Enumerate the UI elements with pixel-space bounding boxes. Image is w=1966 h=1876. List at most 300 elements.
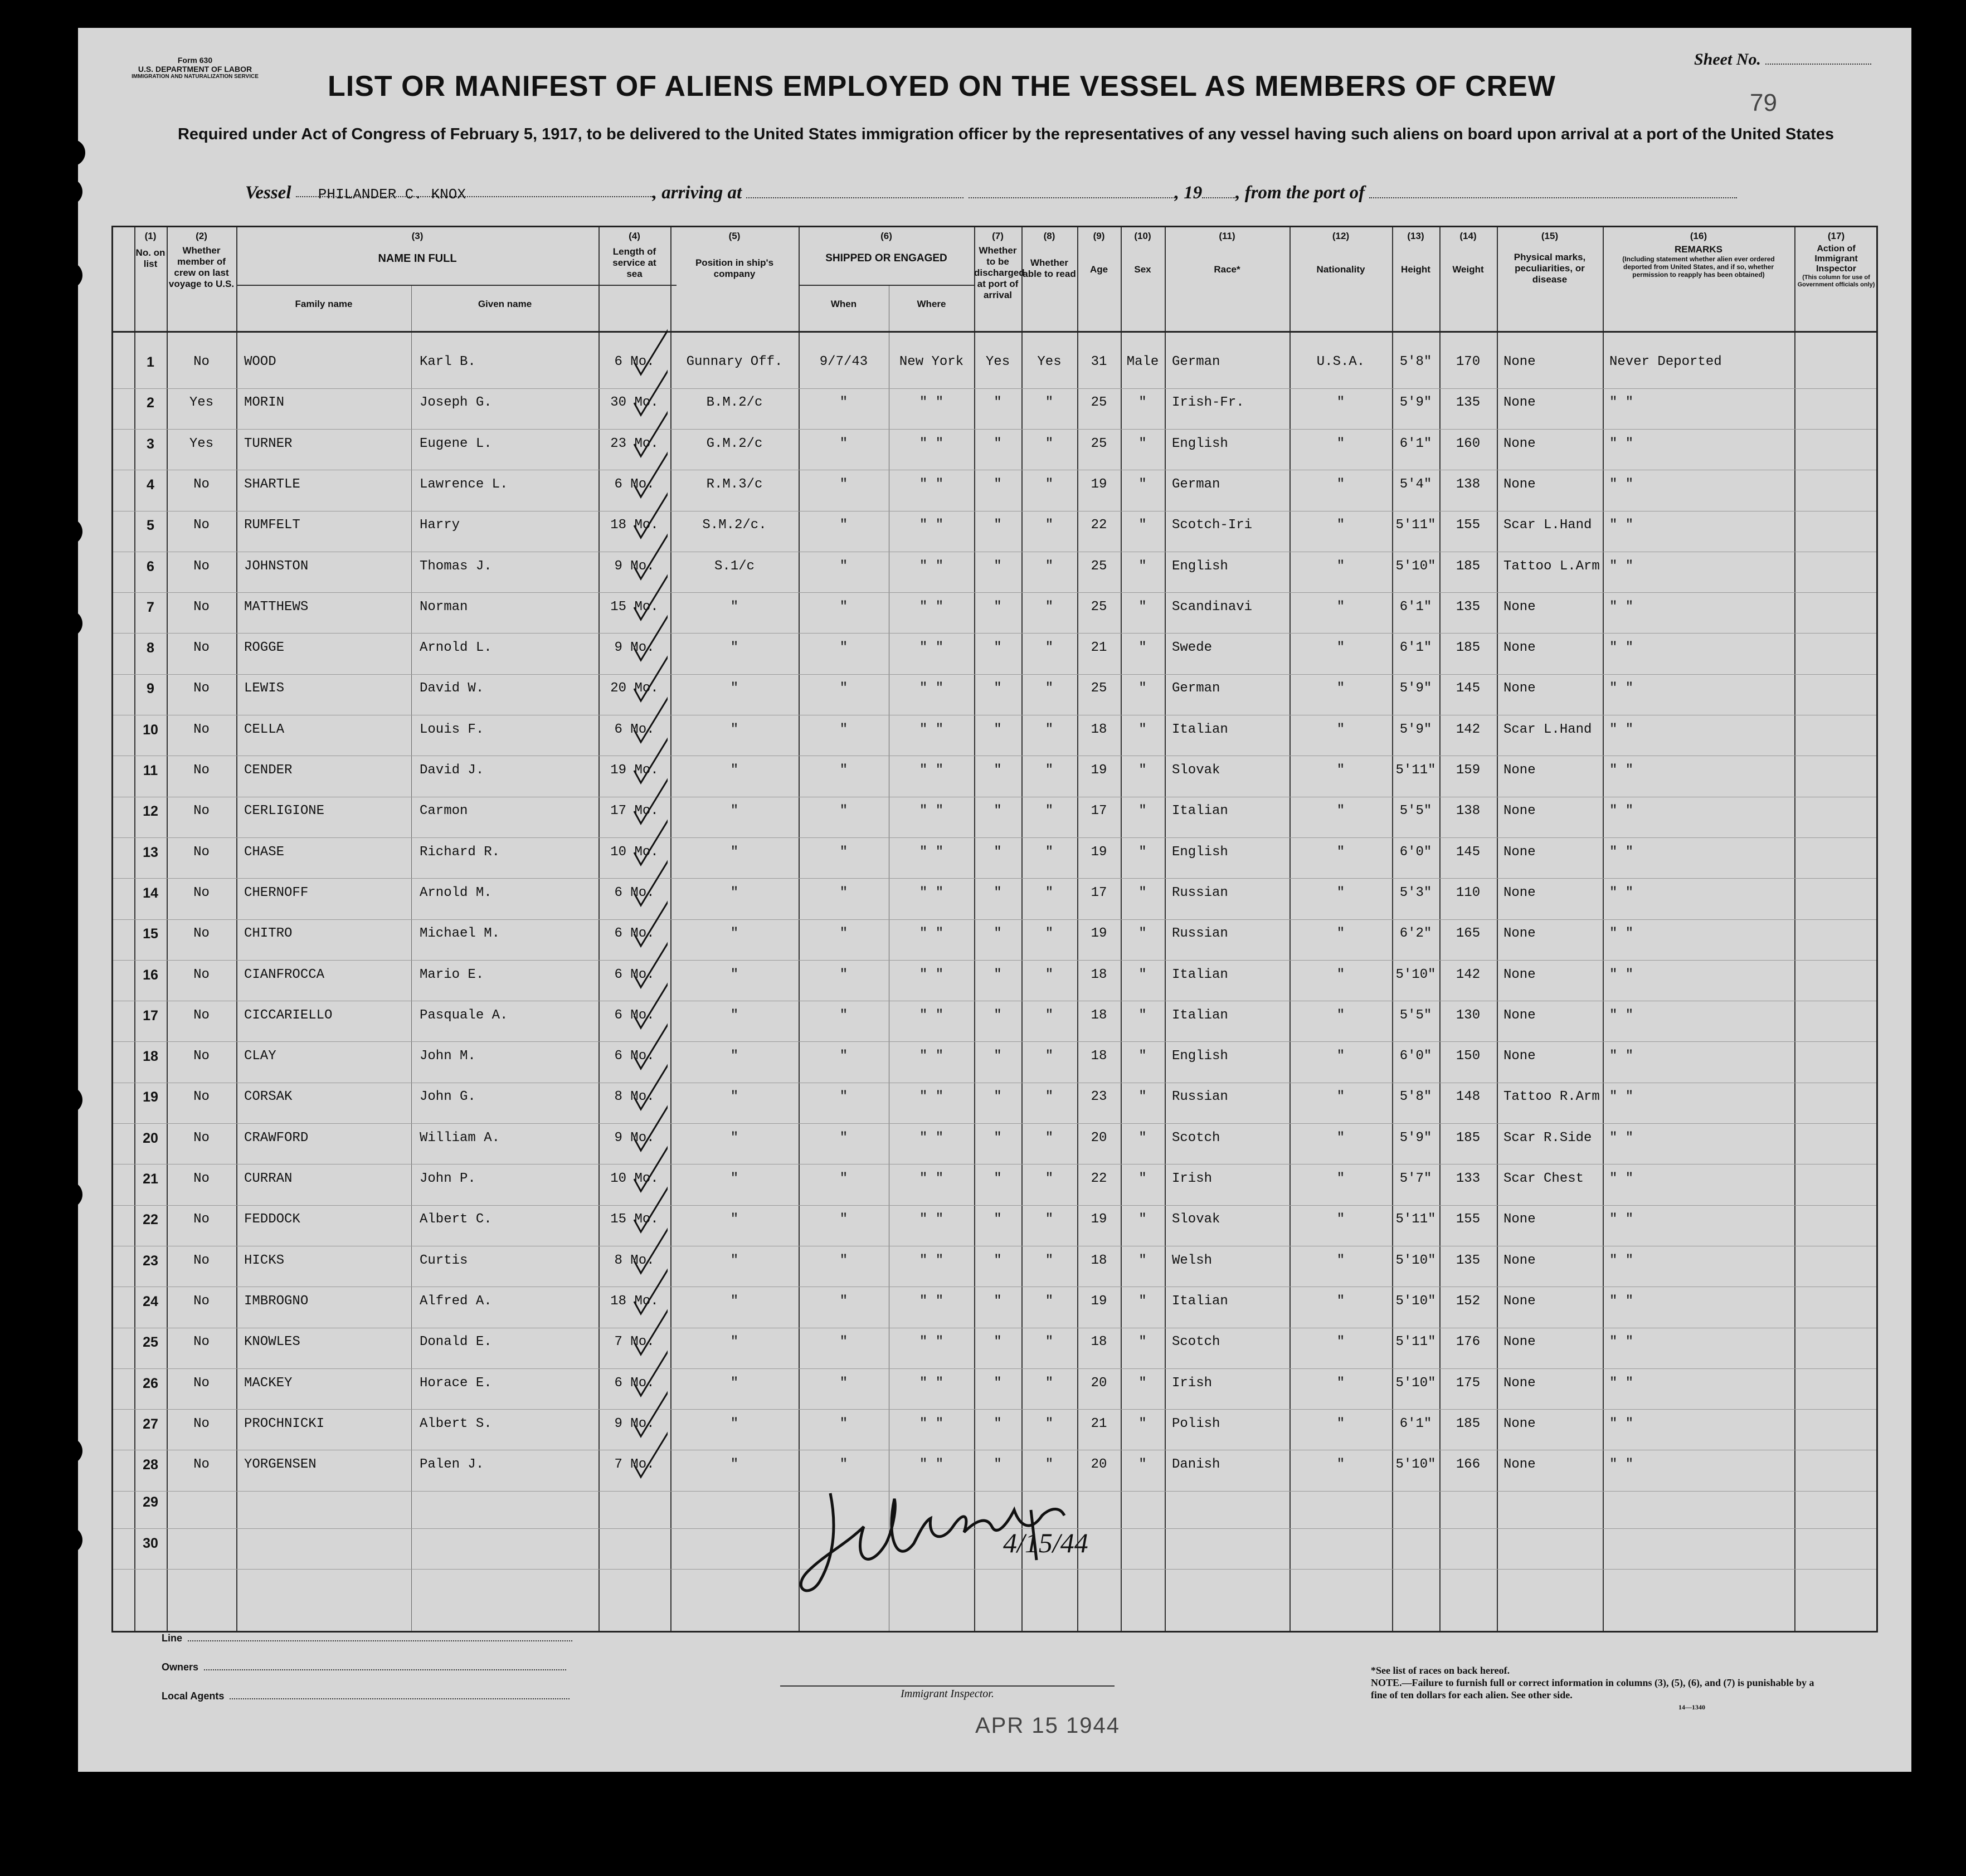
cell-remarks: " " bbox=[1609, 1293, 1634, 1309]
cell-no: 27 bbox=[143, 1416, 158, 1432]
cell-race: Italian bbox=[1172, 967, 1228, 982]
cell-position: " bbox=[730, 1293, 739, 1309]
cell-weight: 185 bbox=[1456, 1416, 1481, 1431]
cell-read: " bbox=[1045, 640, 1054, 656]
cell-prior: No bbox=[193, 967, 210, 982]
cell-marks: None bbox=[1503, 395, 1536, 411]
row-rule bbox=[113, 960, 1876, 961]
cell-nationality: " bbox=[1336, 681, 1345, 696]
cell-no: 26 bbox=[143, 1375, 158, 1391]
cell-discharge: " bbox=[994, 436, 1002, 451]
cell-where: " " bbox=[919, 1007, 944, 1023]
cell-discharge: " bbox=[994, 803, 1002, 819]
cell-sex: " bbox=[1138, 1089, 1147, 1105]
cell-no: 12 bbox=[143, 803, 158, 820]
cell-position: " bbox=[730, 1130, 739, 1146]
cell-race: Slovak bbox=[1172, 1212, 1220, 1227]
cell-discharge: " bbox=[994, 599, 1002, 615]
cell-remarks: " " bbox=[1609, 1253, 1634, 1268]
cell-sex: " bbox=[1138, 844, 1147, 860]
cell-age: 18 bbox=[1091, 1049, 1107, 1064]
cell-race: English bbox=[1172, 558, 1228, 574]
cell-weight: 155 bbox=[1456, 518, 1481, 533]
cell-remarks: " " bbox=[1609, 885, 1634, 900]
cell-age: 25 bbox=[1091, 681, 1107, 696]
cell-height: 5'8" bbox=[1399, 1089, 1432, 1105]
where-header: Where bbox=[917, 299, 946, 309]
owners-field: Owners bbox=[162, 1661, 566, 1673]
cell-no: 15 bbox=[143, 926, 158, 942]
cell-race: Polish bbox=[1172, 1416, 1220, 1431]
cell-sex: " bbox=[1138, 1212, 1147, 1227]
cell-height: 5'10" bbox=[1395, 558, 1436, 574]
cell-given: Carmon bbox=[420, 803, 468, 819]
cell-where: " " bbox=[919, 1375, 944, 1391]
cell-given: Albert C. bbox=[420, 1212, 492, 1227]
cell-nationality: " bbox=[1336, 1007, 1345, 1023]
cell-race: Slovak bbox=[1172, 763, 1220, 778]
cell-marks: None bbox=[1503, 354, 1536, 369]
cell-family: CURRAN bbox=[244, 1171, 293, 1186]
cell-discharge: " bbox=[994, 640, 1002, 656]
cell-position: " bbox=[730, 1049, 739, 1064]
cell-discharge: " bbox=[994, 1293, 1002, 1309]
cell-no: 1 bbox=[147, 354, 154, 370]
cell-when: " bbox=[839, 640, 848, 656]
cell-discharge: " bbox=[994, 1457, 1002, 1473]
cell-remarks: " " bbox=[1609, 1007, 1634, 1023]
cell-where: " " bbox=[919, 1171, 944, 1186]
cell-where: " " bbox=[919, 803, 944, 819]
cell-service: 9 Mo. bbox=[614, 1130, 655, 1146]
cell-sex: " bbox=[1138, 1049, 1147, 1064]
cell-read: " bbox=[1045, 1130, 1054, 1146]
cell-discharge: " bbox=[994, 1049, 1002, 1064]
punch-hole bbox=[56, 1438, 82, 1464]
punch-hole bbox=[56, 518, 82, 545]
cell-marks bbox=[1503, 1535, 1603, 1552]
cell-read: " bbox=[1045, 1457, 1054, 1473]
inspector-signature bbox=[797, 1477, 1187, 1621]
cell-where: " " bbox=[919, 926, 944, 942]
cell-height: 5'5" bbox=[1399, 1007, 1432, 1023]
cell-family: FEDDOCK bbox=[244, 1212, 300, 1227]
cell-race: Swede bbox=[1172, 640, 1213, 656]
cell-when: " bbox=[839, 722, 848, 737]
cell-where: " " bbox=[919, 763, 944, 778]
cell-prior: No bbox=[193, 844, 210, 860]
cell-sex: " bbox=[1138, 926, 1147, 942]
cell-position: " bbox=[730, 1212, 739, 1227]
cell-family: CERLIGIONE bbox=[244, 803, 325, 819]
cell-service: 10 Mo. bbox=[610, 844, 659, 860]
cell-height: 5'11" bbox=[1395, 1334, 1436, 1350]
cell-read: " bbox=[1045, 518, 1054, 533]
cell-family: YORGENSEN bbox=[244, 1457, 317, 1473]
cell-age: 22 bbox=[1091, 518, 1107, 533]
cell-given: William A. bbox=[420, 1130, 500, 1146]
cell-remarks: " " bbox=[1609, 599, 1634, 615]
vessel-label: Vessel bbox=[245, 183, 291, 203]
col-9-header: (9) Age bbox=[1089, 231, 1108, 275]
cell-discharge: " bbox=[994, 722, 1002, 737]
punch-hole bbox=[56, 262, 82, 289]
cell-service: 30 Mo. bbox=[610, 395, 659, 411]
cell-age: 20 bbox=[1091, 1130, 1107, 1146]
shipped-subheader-rule bbox=[799, 285, 974, 286]
cell-remarks bbox=[1609, 1494, 1793, 1510]
col-10-header: (10) Sex bbox=[1134, 231, 1151, 275]
cell-when: " bbox=[839, 1007, 848, 1023]
cell-weight: 110 bbox=[1456, 885, 1481, 900]
cell-when: " bbox=[839, 967, 848, 982]
cell-position: " bbox=[730, 926, 739, 942]
cell-race bbox=[1172, 1494, 1289, 1510]
cell-remarks: " " bbox=[1609, 967, 1634, 982]
cell-prior: No bbox=[193, 1212, 210, 1227]
col-14-header: (14) Weight bbox=[1452, 231, 1484, 275]
cell-race: Russian bbox=[1172, 885, 1228, 900]
cell-nationality: " bbox=[1336, 1253, 1345, 1268]
cell-height: 6'1" bbox=[1399, 1416, 1432, 1431]
col-16-header: (16) REMARKS (Including statement whether alien ever ordered deported from United States, and if so, whether permission to reapply has been obtained) bbox=[1622, 231, 1775, 279]
cell-sex: " bbox=[1138, 436, 1147, 451]
cell-service: 6 Mo. bbox=[614, 926, 655, 942]
cell-service: 9 Mo. bbox=[614, 558, 655, 574]
cell-height: 5'10" bbox=[1395, 1253, 1436, 1268]
cell-position: " bbox=[730, 1253, 739, 1268]
cell-sex: " bbox=[1138, 518, 1147, 533]
cell-remarks: " " bbox=[1609, 1375, 1634, 1391]
cell-discharge: " bbox=[994, 1253, 1002, 1268]
cell-when: " bbox=[839, 1375, 848, 1391]
cell-height: 5'9" bbox=[1399, 681, 1432, 696]
cell-where: " " bbox=[919, 1130, 944, 1146]
row-rule bbox=[113, 674, 1876, 675]
cell-weight: 130 bbox=[1456, 1007, 1481, 1023]
cell-when: " bbox=[839, 926, 848, 942]
cell-prior: Yes bbox=[189, 436, 214, 451]
cell-position: " bbox=[730, 844, 739, 860]
col-3-header: (3) NAME IN FULL bbox=[378, 231, 457, 265]
cell-weight: 170 bbox=[1456, 354, 1481, 369]
cell-weight: 135 bbox=[1456, 599, 1481, 615]
cell-read: " bbox=[1045, 722, 1054, 737]
cell-position bbox=[670, 1535, 799, 1552]
cell-age: 31 bbox=[1091, 354, 1107, 369]
cell-where: " " bbox=[919, 1416, 944, 1431]
cell-discharge: " bbox=[994, 1089, 1002, 1105]
cell-service bbox=[598, 1494, 670, 1510]
cell-family: MACKEY bbox=[244, 1375, 293, 1391]
signature-date: 4/15/44 bbox=[1003, 1527, 1088, 1558]
cell-no: 2 bbox=[147, 395, 154, 411]
cell-given: Mario E. bbox=[420, 967, 484, 982]
cell-no: 29 bbox=[143, 1494, 158, 1510]
cell-read: " bbox=[1045, 1049, 1054, 1064]
cell-family bbox=[244, 1494, 411, 1510]
cell-age: 18 bbox=[1091, 1334, 1107, 1350]
cell-nationality: " bbox=[1336, 1212, 1345, 1227]
arriving-label: , arriving at bbox=[652, 183, 742, 203]
cell-marks bbox=[1503, 1494, 1603, 1510]
cell-given: Eugene L. bbox=[420, 436, 492, 451]
cell-service: 18 Mo. bbox=[610, 1293, 659, 1309]
cell-where: " " bbox=[919, 681, 944, 696]
cell-no: 18 bbox=[143, 1049, 158, 1065]
cell-position: " bbox=[730, 722, 739, 737]
cell-read: " bbox=[1045, 558, 1054, 574]
cell-race: Welsh bbox=[1172, 1253, 1213, 1268]
cell-no: 25 bbox=[143, 1334, 158, 1351]
cell-when: " bbox=[839, 803, 848, 819]
cell-sex: " bbox=[1138, 803, 1147, 819]
cell-remarks: " " bbox=[1609, 518, 1634, 533]
col-8-header: (8) Whether able to read bbox=[1023, 231, 1076, 279]
cell-marks: None bbox=[1503, 967, 1536, 982]
cell-when: " bbox=[839, 436, 848, 451]
cell-weight: 150 bbox=[1456, 1049, 1481, 1064]
cell-race: Italian bbox=[1172, 1293, 1228, 1309]
vessel-name: PHILANDER C. KNOX bbox=[318, 186, 466, 203]
cell-no: 16 bbox=[143, 967, 158, 983]
cell-discharge: " bbox=[994, 1334, 1002, 1350]
row-rule bbox=[113, 1041, 1876, 1042]
cell-age: 18 bbox=[1091, 722, 1107, 737]
cell-family: TURNER bbox=[244, 436, 293, 451]
cell-prior bbox=[167, 1535, 236, 1552]
cell-read: " bbox=[1045, 1171, 1054, 1186]
cell-read: " bbox=[1045, 1293, 1054, 1309]
cell-where: " " bbox=[919, 558, 944, 574]
row-rule bbox=[113, 592, 1876, 593]
cell-prior: No bbox=[193, 1416, 210, 1431]
cell-prior: No bbox=[193, 518, 210, 533]
cell-no: 5 bbox=[147, 518, 154, 534]
cell-nationality: " bbox=[1336, 722, 1345, 737]
cell-when: " bbox=[839, 763, 848, 778]
cell-family bbox=[244, 1535, 411, 1552]
cell-read: " bbox=[1045, 763, 1054, 778]
cell-nationality: " bbox=[1336, 1375, 1345, 1391]
col-4-header: (4) Length of service at sea bbox=[612, 231, 656, 279]
cell-read: " bbox=[1045, 395, 1054, 411]
cell-remarks: " " bbox=[1609, 436, 1634, 451]
cell-nationality: " bbox=[1336, 1049, 1345, 1064]
cell-weight: 160 bbox=[1456, 436, 1481, 451]
row-rule bbox=[113, 837, 1876, 838]
cell-position: " bbox=[730, 1375, 739, 1391]
cell-given: David J. bbox=[420, 763, 484, 778]
cell-sex: " bbox=[1138, 681, 1147, 696]
cell-family: ROGGE bbox=[244, 640, 285, 656]
cell-no: 17 bbox=[143, 1007, 158, 1024]
cell-weight: 142 bbox=[1456, 967, 1481, 982]
cell-sex: " bbox=[1138, 395, 1147, 411]
cell-nationality: U.S.A. bbox=[1316, 354, 1365, 369]
cell-sex: " bbox=[1138, 1253, 1147, 1268]
cell-no: 11 bbox=[143, 763, 158, 778]
row-rule bbox=[113, 1409, 1876, 1410]
given-name-header: Given name bbox=[478, 299, 532, 309]
cell-remarks: " " bbox=[1609, 1457, 1634, 1473]
row-rule bbox=[113, 388, 1876, 389]
cell-given: Palen J. bbox=[420, 1457, 484, 1473]
cell-family: MORIN bbox=[244, 395, 285, 411]
cell-age: 25 bbox=[1091, 436, 1107, 451]
cell-position: " bbox=[730, 803, 739, 819]
cell-nationality: " bbox=[1336, 1334, 1345, 1350]
line-field: Line bbox=[162, 1633, 572, 1644]
cell-remarks: " " bbox=[1609, 722, 1634, 737]
cell-discharge: " bbox=[994, 1130, 1002, 1146]
cell-position: B.M.2/c bbox=[706, 395, 763, 411]
punch-hole bbox=[59, 139, 85, 166]
col-15-header: (15) Physical marks, peculiarities, or disease bbox=[1514, 231, 1586, 285]
cell-nationality: " bbox=[1336, 1457, 1345, 1473]
cell-discharge: " bbox=[994, 395, 1002, 411]
cell-age: 25 bbox=[1091, 395, 1107, 411]
cell-no: 8 bbox=[147, 640, 154, 656]
cell-where: " " bbox=[919, 436, 944, 451]
cell-position: S.M.2/c. bbox=[702, 518, 767, 533]
cell-prior: No bbox=[193, 558, 210, 574]
vessel-field bbox=[296, 183, 653, 203]
cell-weight: 148 bbox=[1456, 1089, 1481, 1105]
cell-sex: " bbox=[1138, 1457, 1147, 1473]
cell-nationality: " bbox=[1336, 1293, 1345, 1309]
cell-prior: No bbox=[193, 476, 210, 492]
col-6-header: (6) SHIPPED OR ENGAGED bbox=[825, 231, 947, 264]
cell-given: Alfred A. bbox=[420, 1293, 492, 1309]
cell-when: " bbox=[839, 558, 848, 574]
cell-race: Irish bbox=[1172, 1171, 1213, 1186]
cell-marks: Tattoo R.Arm bbox=[1503, 1089, 1600, 1105]
cell-height: 6'0" bbox=[1399, 844, 1432, 860]
sheet-number-label: Sheet No. bbox=[1694, 50, 1761, 69]
cell-race: Scotch-Iri bbox=[1172, 518, 1253, 533]
cell-age: 20 bbox=[1091, 1375, 1107, 1391]
cell-discharge: " bbox=[994, 1007, 1002, 1023]
cell-prior: No bbox=[193, 803, 210, 819]
cell-race bbox=[1172, 1535, 1289, 1552]
cell-family: WOOD bbox=[244, 354, 276, 369]
cell-height: 6'2" bbox=[1399, 926, 1432, 942]
cell-family: HICKS bbox=[244, 1253, 285, 1268]
cell-race: German bbox=[1172, 681, 1220, 696]
cell-given: Michael M. bbox=[420, 926, 500, 942]
cell-remarks: " " bbox=[1609, 1089, 1634, 1105]
punch-hole bbox=[56, 1181, 82, 1208]
cell-discharge: " bbox=[994, 967, 1002, 982]
cell-position: " bbox=[730, 681, 739, 696]
cell-family: CLAY bbox=[244, 1049, 276, 1064]
cell-where: New York bbox=[899, 354, 964, 369]
cell-given: Horace E. bbox=[420, 1375, 492, 1391]
cell-position: " bbox=[730, 885, 739, 900]
cell-given: Louis F. bbox=[420, 722, 484, 737]
cell-age: 19 bbox=[1091, 763, 1107, 778]
cell-nationality: " bbox=[1336, 558, 1345, 574]
cell-position: " bbox=[730, 1334, 739, 1350]
row-rule bbox=[113, 633, 1876, 634]
cell-discharge: Yes bbox=[985, 354, 1010, 369]
cell-remarks: " " bbox=[1609, 1049, 1634, 1064]
cell-marks: None bbox=[1503, 1375, 1536, 1391]
cell-position: Gunnary Off. bbox=[686, 354, 783, 369]
cell-weight: 138 bbox=[1456, 476, 1481, 492]
cell-remarks: " " bbox=[1609, 763, 1634, 778]
cell-service: 6 Mo. bbox=[614, 1049, 655, 1064]
cell-weight: 159 bbox=[1456, 763, 1481, 778]
cell-when: " bbox=[839, 1253, 848, 1268]
cell-nationality: " bbox=[1336, 599, 1345, 615]
cell-family: LEWIS bbox=[244, 681, 285, 696]
cell-given: John G. bbox=[420, 1089, 476, 1105]
cell-family: CENDER bbox=[244, 763, 293, 778]
cell-height: 6'0" bbox=[1399, 1049, 1432, 1064]
cell-read: " bbox=[1045, 1253, 1054, 1268]
cell-race: Irish bbox=[1172, 1375, 1213, 1391]
cell-age: 17 bbox=[1091, 803, 1107, 819]
cell-height: 5'3" bbox=[1399, 885, 1432, 900]
cell-discharge: " bbox=[994, 885, 1002, 900]
cell-service: 8 Mo. bbox=[614, 1253, 655, 1268]
cell-service: 9 Mo. bbox=[614, 640, 655, 656]
cell-given: Karl B. bbox=[420, 354, 476, 369]
cell-nationality: " bbox=[1336, 640, 1345, 656]
cell-discharge: " bbox=[994, 763, 1002, 778]
cell-nationality: " bbox=[1336, 518, 1345, 533]
cell-read: " bbox=[1045, 803, 1054, 819]
row-rule bbox=[113, 429, 1876, 430]
cell-height: 5'10" bbox=[1395, 1457, 1436, 1473]
cell-where: " " bbox=[919, 599, 944, 615]
cell-read: " bbox=[1045, 1375, 1054, 1391]
cell-service: 23 Mo. bbox=[610, 436, 659, 451]
cell-weight: 155 bbox=[1456, 1212, 1481, 1227]
col-1-header: (1) No. on list bbox=[135, 231, 166, 269]
cell-no: 21 bbox=[143, 1171, 158, 1187]
sheet-number-handwritten: 79 bbox=[1750, 89, 1777, 116]
cell-age: 18 bbox=[1091, 1253, 1107, 1268]
cell-position: " bbox=[730, 1089, 739, 1105]
cell-when: " bbox=[839, 681, 848, 696]
cell-when: " bbox=[839, 1212, 848, 1227]
cell-discharge: " bbox=[994, 476, 1002, 492]
cell-no: 28 bbox=[143, 1457, 158, 1473]
cell-sex: " bbox=[1138, 722, 1147, 737]
arriving-field bbox=[746, 184, 963, 198]
cell-no: 10 bbox=[143, 722, 158, 738]
cell-weight: 175 bbox=[1456, 1375, 1481, 1391]
cell-nationality bbox=[1289, 1535, 1392, 1552]
cell-nationality: " bbox=[1336, 1089, 1345, 1105]
cell-position: " bbox=[730, 1171, 739, 1186]
cell-read: " bbox=[1045, 1007, 1054, 1023]
cell-height: 5'11" bbox=[1395, 518, 1436, 533]
cell-remarks: " " bbox=[1609, 844, 1634, 860]
cell-height: 5'9" bbox=[1399, 722, 1432, 737]
cell-family: RUMFELT bbox=[244, 518, 300, 533]
cell-service: 6 Mo. bbox=[614, 722, 655, 737]
cell-race: Italian bbox=[1172, 803, 1228, 819]
punch-hole bbox=[56, 1086, 82, 1113]
cell-remarks: " " bbox=[1609, 558, 1634, 574]
cell-when: " bbox=[839, 395, 848, 411]
cell-weight: 145 bbox=[1456, 844, 1481, 860]
cell-family: CORSAK bbox=[244, 1089, 293, 1105]
